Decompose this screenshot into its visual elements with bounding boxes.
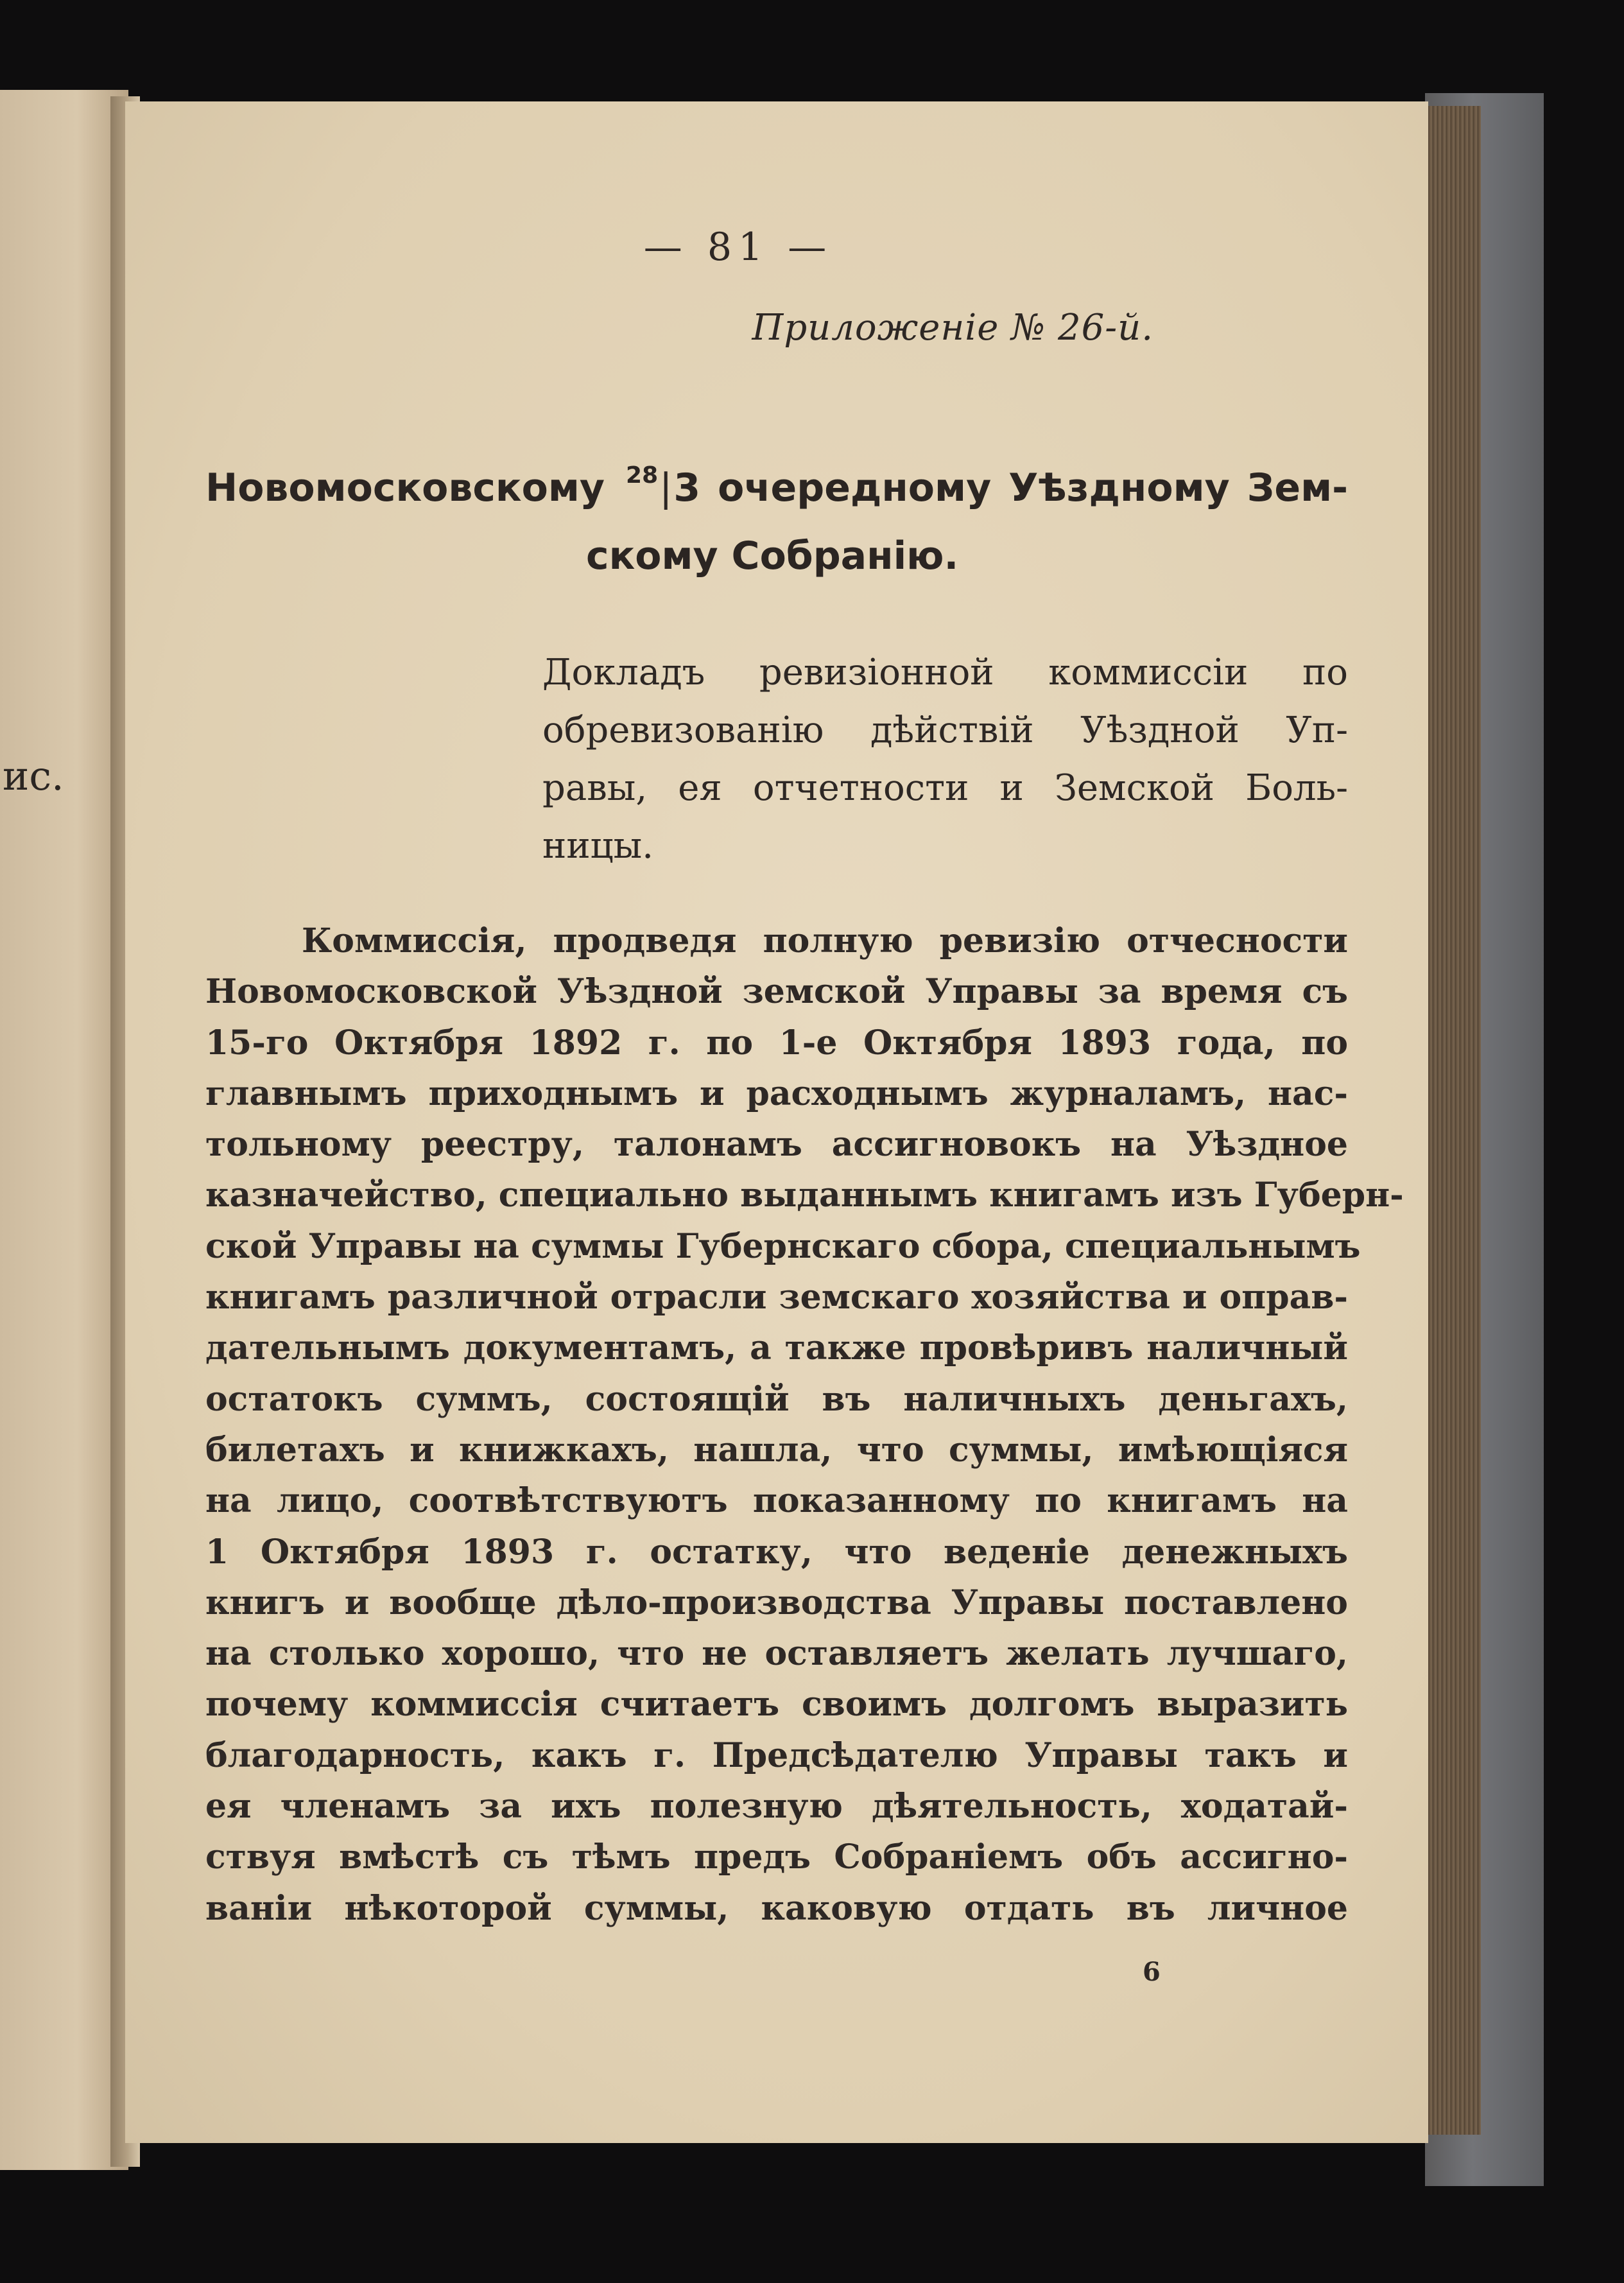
- body-line: ванiи нѣкоторой суммы, каковую отдать въ личное: [205, 1888, 1348, 1928]
- body-line: на лицо, соотвѣтствуютъ показанному по книгамъ на: [205, 1481, 1348, 1521]
- body-line: книгамъ различной отрасли земскаго хозяйства и оправ-: [205, 1278, 1348, 1317]
- body-line: Новомосковской Уѣздной земской Управы за время съ: [205, 972, 1348, 1012]
- subtitle-line: Докладъ ревизiонной коммиссiи по: [542, 652, 1348, 693]
- subtitle-line: обревизованiю дѣйствiй Уѣздной Уп-: [542, 709, 1348, 751]
- left-page: [0, 90, 128, 2170]
- body-line: ской Управы на суммы Губернскаго сбора, специальнымъ: [205, 1226, 1361, 1266]
- session-fraction: [622, 462, 701, 510]
- fraction-denominator: 3: [673, 465, 701, 510]
- report-subtitle: [542, 644, 1348, 875]
- body-line: ствуя вмѣстѣ съ тѣмъ предъ Собранiемъ объ ассигно-: [205, 1837, 1348, 1877]
- body-line: остатокъ суммъ, состоящiй въ наличныхъ деньгахъ,: [205, 1379, 1348, 1419]
- signature-mark: 6: [1143, 1957, 1161, 1987]
- heading-line-2: скому Собранiю.: [586, 534, 959, 578]
- page-edges: [1420, 106, 1481, 2135]
- body-line: дательнымъ документамъ, а также провѣривъ наличный: [205, 1328, 1348, 1368]
- body-line: 1 Октября 1893 г. остатку, что веденiе денежныхъ: [205, 1532, 1348, 1572]
- body-line: билетахъ и книжкахъ, нашла, что суммы, имѣющiяся: [205, 1430, 1348, 1470]
- body-line: тольному реестру, талонамъ ассигновокъ на Уѣздное: [205, 1125, 1348, 1165]
- body-line: 15-го Октября 1892 г. по 1-е Октября 1893 года, по: [205, 1023, 1348, 1063]
- body-line: почему коммиссiя считаетъ своимъ долгомъ выразить: [205, 1685, 1348, 1724]
- left-page-fragment: ис.: [3, 752, 64, 799]
- body-line: Коммиссiя, продведя полную ревизiю отчесности: [302, 921, 1348, 960]
- appendix-label: Приложенiе № 26-й.: [752, 307, 1153, 349]
- fraction-numerator: 28: [626, 462, 659, 489]
- body-line: ея членамъ за ихъ полезную дѣятельность, ходатай-: [205, 1787, 1348, 1827]
- page-number: — 81 —: [643, 225, 833, 270]
- heading-start: Новомосковскому: [205, 465, 605, 510]
- body-line: книгъ и вообще дѣло-производства Управы поставлено: [205, 1583, 1348, 1622]
- body-line: на столько хорошо, что не оставляетъ желать лучшаго,: [205, 1634, 1348, 1674]
- heading-end: очередному Уѣздному Зем-: [718, 465, 1349, 510]
- heading-line-1: [205, 442, 1348, 522]
- body-line: казначейство, специально выданнымъ книгамъ изъ Губерн-: [205, 1176, 1404, 1215]
- subtitle-line: ницы.: [542, 825, 654, 867]
- fraction-separator: |: [659, 465, 673, 510]
- subtitle-line: равы, ея отчетности и Земской Боль-: [542, 767, 1348, 809]
- body-line: благодарность, какъ г. Предсѣдателю Управы такъ и: [205, 1735, 1348, 1775]
- report-body: [205, 916, 1404, 1934]
- body-line: главнымъ приходнымъ и расходнымъ журналамъ, нас-: [205, 1073, 1348, 1113]
- document-heading: [205, 442, 1348, 590]
- right-page: [125, 101, 1428, 2143]
